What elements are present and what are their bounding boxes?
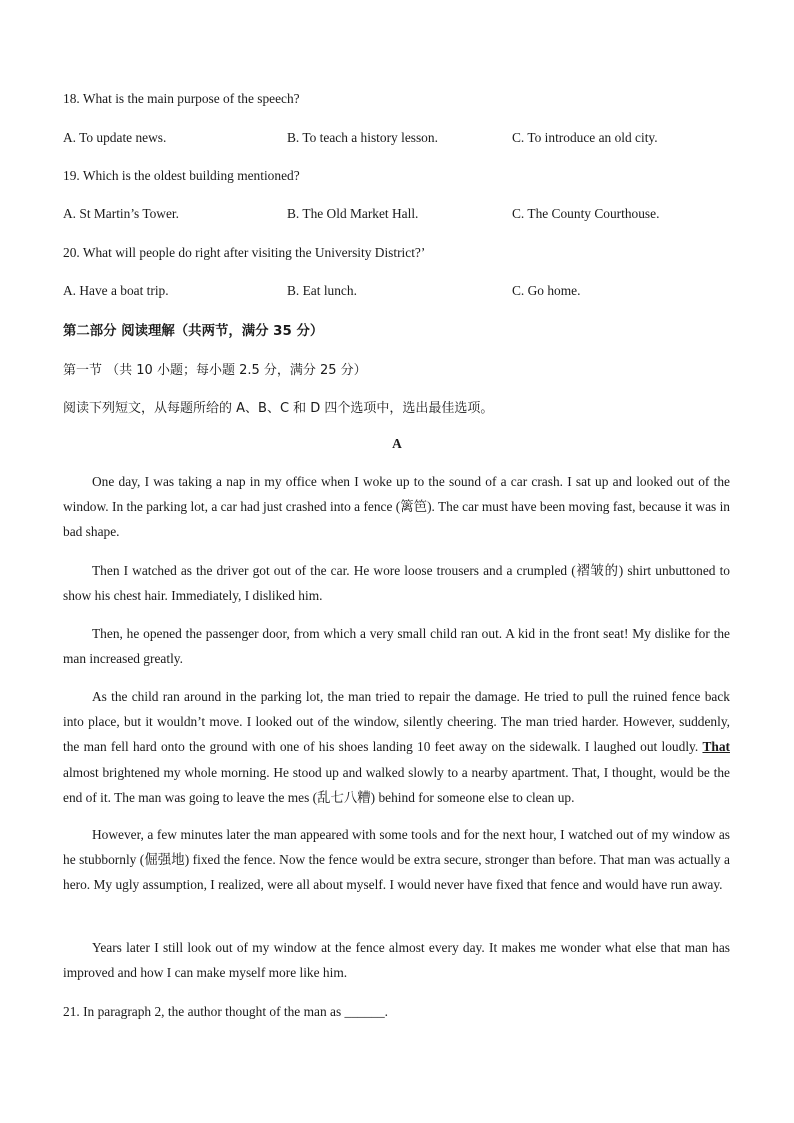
passage-paragraph-6: Years later I still look out of my window at the fence almost every day. It makes me wonder what else that man has improved and how I can make myself more like him.	[63, 940, 730, 981]
question-19-option-c: C. The County Courthouse.	[512, 206, 660, 221]
question-20-stem: 20. What will people do right after visiting the University District?’	[63, 245, 426, 260]
question-18-stem: 18. What is the main purpose of the speech?	[63, 91, 300, 106]
question-20-option-b: B. Eat lunch.	[287, 283, 357, 298]
question-21-stem: 21. In paragraph 2, the author thought of the man as ______.	[63, 1004, 389, 1019]
part-two-heading: 第二部分 阅读理解（共两节，满分 35 分）	[63, 324, 324, 339]
question-20-option-c: C. Go home.	[512, 283, 581, 298]
passage-paragraph-2: Then I watched as the driver got out of the car. He wore loose trousers and a crumpled (褶皱的) shirt unbuttoned to show his chest hair. Immediately, I disliked him.	[63, 563, 730, 604]
question-19-stem: 19. Which is the oldest building mentioned?	[63, 168, 300, 183]
passage-paragraph-5: However, a few minutes later the man appeared with some tools and for the next hour, I watched out of my window as he stubbornly (倔强地) fixed the fence. Now the fence would be extra secure, stronger than before. That man was actually a hero. My ugly assumption, I realized, were all about myself. I would never have fixed that fence and would have run away.	[63, 827, 730, 893]
underlined-word-that: That	[702, 739, 730, 755]
reading-instruction: 阅读下列短文，从每题所给的 A、B、C 和 D 四个选项中，选出最佳选项。	[63, 401, 494, 416]
paragraph-4-start: As the child ran around in the parking lot, the man tried to repair the damage. He tried to pull the ruined fence back into place, but it wouldn’t move. I looked out of the window, silently cheering. The man tried harder. However, suddenly, the man fell hard onto the ground with one of his shoes landing 10 feet away on the sidewalk. I laughed out loudly.	[63, 689, 730, 755]
section-one-heading: 第一节 （共 10 小题；每小题 2.5 分，满分 25 分）	[63, 363, 367, 378]
paragraph-4-end: almost brightened my whole morning. He stood up and walked slowly to a nearby apartment. That, I thought, would be the end of it. The man was going to leave the mes (乱七八糟) behind for someone else to clean up.	[63, 764, 730, 805]
question-18-option-a: A. To update news.	[63, 130, 167, 145]
question-18-option-b: B. To teach a history lesson.	[287, 130, 438, 145]
passage-paragraph-3: Then, he opened the passenger door, from which a very small child ran out. A kid in the front seat! My dislike for the man increased greatly.	[63, 626, 730, 667]
question-19-option-a: A. St Martin’s Tower.	[63, 206, 179, 221]
question-19-option-b: B. The Old Market Hall.	[287, 206, 419, 221]
passage-title: A	[392, 436, 402, 451]
passage-paragraph-4	[63, 684, 730, 810]
passage-paragraph-1: One day, I was taking a nap in my office when I woke up to the sound of a car crash. I sat up and looked out of the window. In the parking lot, a car had just crashed into a fence (篱笆). The car must have been moving fast, because it was in bad shape.	[63, 474, 730, 540]
question-18-option-c: C. To introduce an old city.	[512, 130, 658, 145]
question-20-option-a: A. Have a boat trip.	[63, 283, 169, 298]
